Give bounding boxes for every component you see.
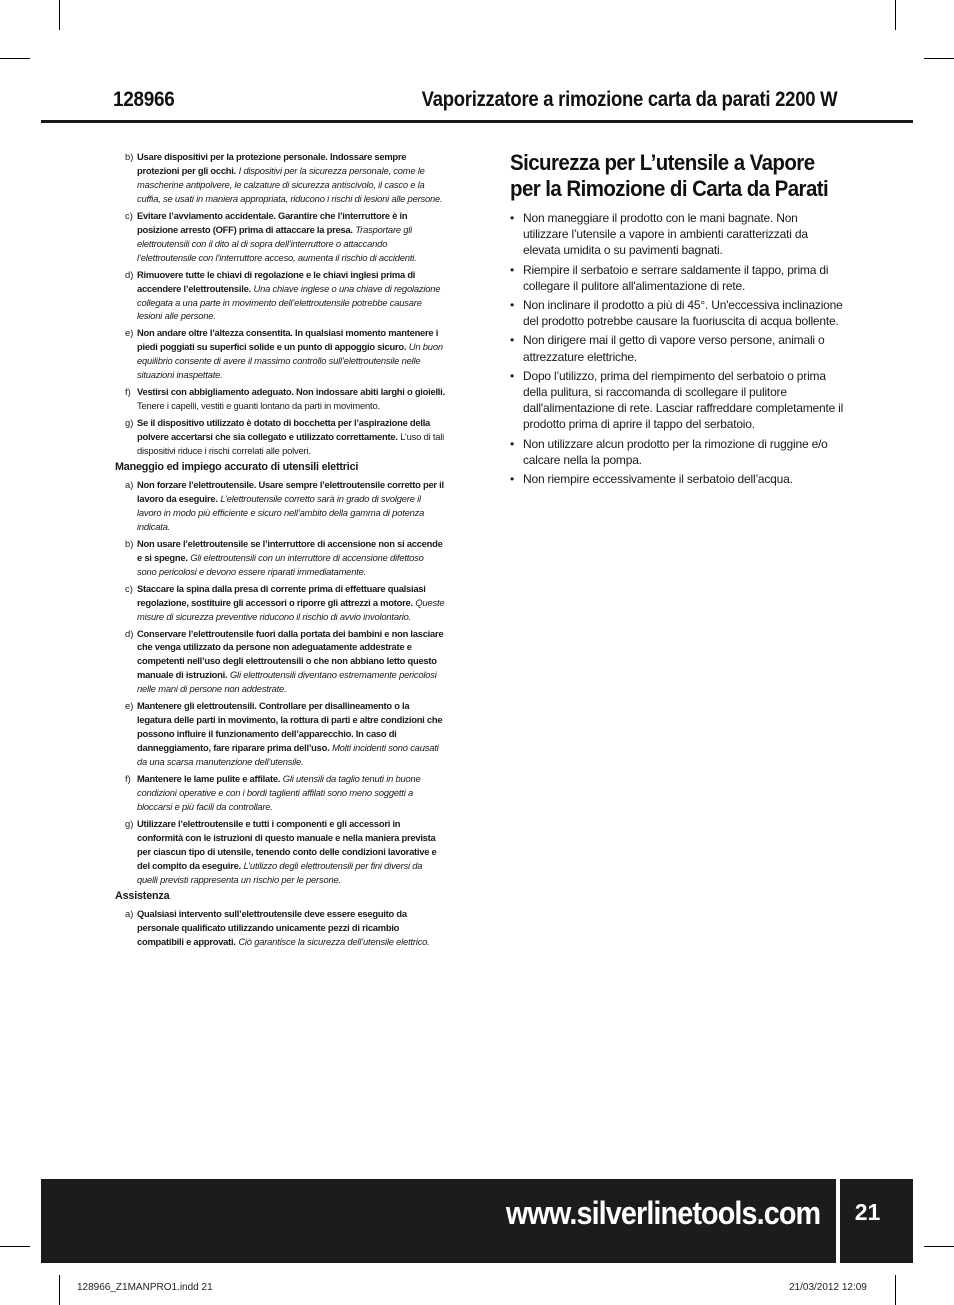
item-letter: f) — [125, 386, 131, 398]
item-instruction: Vestirsi con abbigliamento adeguato. Non indossare abiti larghi o gioielli. — [137, 386, 445, 398]
steam-safety-list — [510, 210, 845, 487]
website-url[interactable]: www.silverlinetools.com — [505, 1195, 820, 1231]
item-instruction: Non andare oltre l’altezza consentita. In qualsiasi momento mantenere i piedi poggiati su superfici solide e un punto di appoggio sicuro. — [137, 327, 439, 353]
safety-list-service — [113, 907, 445, 949]
item-letter: a) — [125, 907, 134, 919]
item-letter: c) — [125, 209, 133, 221]
safety-item — [113, 385, 445, 413]
safety-item — [113, 268, 445, 324]
bullet-item — [510, 332, 845, 364]
bullet-icon: • — [510, 368, 515, 383]
item-instruction: Qualsiasi intervento sull’elettroutensile deve essere eseguito da personale qualificato utilizzando unicamente pezzi di ricambio compatibili e approvati. — [137, 907, 407, 947]
bullet-item — [510, 262, 845, 294]
bullet-item — [510, 297, 845, 329]
bullet-item — [510, 210, 845, 259]
item-explanation: L’uso di tali dispositivi riduce i rischi correlati alle polveri. — [137, 431, 445, 457]
product-code: 128966 — [113, 88, 175, 111]
safety-item — [113, 416, 445, 458]
item-explanation: Molti incidenti sono causati da una scarsa manutenzione dell’utensile. — [137, 742, 439, 768]
item-explanation: Trasportare gli elettroutensili con il dito al di sopra dell’interruttore o attaccando l’elettroutensile con l’interruttore acceso, aumenta il rischio di accidenti. — [137, 223, 417, 263]
bullet-item — [510, 436, 845, 468]
item-instruction: Non forzare l’elettroutensile. Usare sempre l’elettroutensile corretto per il lavoro da eseguire. — [137, 478, 444, 504]
safety-item — [113, 209, 445, 265]
safety-item — [113, 699, 445, 769]
page-number: 21 — [854, 1199, 881, 1225]
item-instruction: Utilizzare l’elettroutensile e tutti i componenti e gli accessori in conformità con le istruzioni di questo manuale e nella maniera prevista per ciascun tipo di utensile, tenendo conto delle condizioni lavorative e del compito da eseguire. — [137, 817, 437, 871]
item-explanation: Un buon equilibrio consente di avere il massimo controllo sull’elettroutensile nelle situazioni inaspettate. — [137, 341, 443, 381]
slug-date: 21/03/2012 12:09 — [789, 1282, 867, 1293]
item-instruction: Rimuovere tutte le chiavi di regolazione e le chiavi inglesi prima di accendere l’elettroutensile. — [137, 268, 416, 294]
safety-item — [113, 582, 445, 624]
bullet-item — [510, 471, 845, 487]
safety-item — [113, 150, 445, 206]
item-instruction: Staccare la spina dalla presa di corrente prima di effettuare qualsiasi regolazione, sostituire gli accessori o riporre gli attrezzi a motore. — [137, 582, 426, 608]
right-column — [510, 150, 845, 490]
safety-list-tool-use — [113, 478, 445, 887]
crop-mark — [895, 0, 896, 30]
item-explanation: Gli elettroutensili diventano estremamente pericolosi nelle mani di persone non addestrate. — [137, 669, 437, 695]
item-letter: b) — [125, 537, 134, 549]
item-instruction: Mantenere le lame pulite e affilate. — [137, 773, 281, 785]
header-rule — [41, 120, 913, 123]
item-explanation: L’elettroutensile corretto sarà in grado di svolgere il lavoro in modo più efficiente e sicuro nell’ambito della gamma di potenza indicata. — [137, 492, 425, 532]
item-letter: g) — [125, 817, 134, 829]
item-explanation: Una chiave inglese o una chiave di regolazione collegata a una parte in movimento dell’elettroutensile potrebbe causare lesioni alle persone. — [137, 282, 441, 322]
section-title-service: Assistenza — [115, 889, 170, 902]
item-explanation: Gli utensili da taglio tenuti in buone condizioni operative e con i bordi taglienti affilati sono meno soggetti a bloccarsi e più facili da controllare. — [137, 773, 421, 812]
safety-item — [113, 907, 445, 949]
bullet-icon: • — [510, 298, 515, 313]
item-explanation: Queste misure di sicurezza preventive riducono il rischio di avvio involontario. — [137, 596, 445, 622]
crop-mark — [924, 58, 954, 59]
item-explanation: L’utilizzo degli elettroutensili per fini diversi da quelli previsti rappresenta un rischio per le persone. — [137, 859, 423, 885]
bullet-text: Dopo l’utilizzo, prima del riempimento del serbatoio o prima della pulitura, si raccomanda di scollegare il pulitore dall'alimentazione di rete. Lasciar raffreddare completamente il prodotto prima di aprire il tappo del serbatoio. — [523, 368, 844, 432]
item-explanation: Tenere i capelli, vestiti e guanti lontano da parti in movimento. — [137, 400, 380, 412]
item-instruction: Non usare l’elettroutensile se l’interruttore di accensione non si accende e si spegne. — [137, 537, 443, 563]
item-instruction: Mantenere gli elettroutensili. Controllare per disallineamento o la legatura delle parti in movimento, la rottura di parti e altre condizioni che possono influire il funzionamento dell’apparecchio. In caso di danneggiamento, fare riparare prima dell’uso. — [137, 700, 443, 754]
bullet-item — [510, 368, 845, 433]
item-letter: c) — [125, 582, 133, 594]
item-letter: d) — [125, 268, 134, 280]
crop-mark — [59, 1275, 60, 1305]
bullet-text: Riempire il serbatoio e serrare saldamente il tappo, prima di collegare il pulitore all'alimentazione di rete. — [523, 262, 829, 293]
bullet-icon: • — [510, 211, 515, 225]
safety-item — [113, 478, 445, 534]
safety-list-personal — [113, 150, 445, 458]
bullet-icon: • — [510, 472, 515, 487]
item-letter: f) — [125, 773, 131, 785]
bullet-text: Non inclinare il prodotto a più di 45°. Un'eccessiva inclinazione del prodotto potrebbe causare la fuoriuscita di acqua bollente. — [523, 298, 843, 329]
safety-item — [113, 772, 445, 814]
crop-mark — [59, 0, 60, 30]
slug-file: 128966_Z1MANPRO1.indd 21 — [77, 1282, 213, 1293]
item-letter: e) — [125, 327, 134, 339]
left-column — [113, 150, 445, 951]
crop-mark — [0, 1246, 30, 1247]
item-instruction: Conservare l’elettroutensile fuori dalla portata dei bambini e non lasciare che venga utilizzato da persone non adeguatamente addestrate e competenti nell’uso degli elettroutensili o che non abbiano letto questo manuale di istruzioni. — [137, 627, 444, 681]
item-letter: b) — [125, 151, 134, 162]
bullet-text: Non dirigere mai il getto di vapore verso persone, animali o attrezzature elettriche. — [523, 333, 825, 364]
page-number-box — [840, 1179, 913, 1263]
section-title-tool-use: Maneggio ed impiego accurato di utensili elettrici — [115, 461, 359, 474]
page-title: Vaporizzatore a rimozione carta da parati 2200 W — [421, 88, 837, 111]
item-letter: e) — [125, 700, 134, 712]
item-instruction: Usare dispositivi per la protezione personale. Indossare sempre protezioni per gli occhi. — [137, 151, 407, 176]
bullet-icon: • — [510, 333, 515, 348]
steam-safety-heading: Sicurezza per L’utensile a Vapore per la Rimozione di Carta da Parati — [510, 150, 829, 201]
item-instruction: Evitare l’avviamento accidentale. Garantire che l’interruttore è in posizione arresto (OFF) prima di attaccare la presa. — [137, 209, 408, 235]
safety-item — [113, 627, 445, 697]
crop-mark — [924, 1246, 954, 1247]
item-explanation: I dispositivi per la sicurezza personale, come le mascherine antipolvere, le calzature di sicurezza antiscivolo, il casco e la cuffia, se usati in maniera appropriata, riducono i rischi di lesioni alle persone. — [137, 164, 443, 204]
item-letter: d) — [125, 627, 134, 639]
item-letter: a) — [125, 478, 134, 490]
safety-item — [113, 537, 445, 579]
page-header — [41, 86, 913, 122]
bullet-text: Non maneggiare il prodotto con le mani bagnate. Non utilizzare l’utensile a vapore in ambienti caratterizzati da elevata umidita o su pavimenti bagnati. — [523, 211, 808, 258]
bullet-icon: • — [510, 436, 515, 451]
bullet-text: Non riempire eccessivamente il serbatoio dell’acqua. — [523, 472, 793, 487]
bullet-icon: • — [510, 262, 515, 277]
item-instruction: Se il dispositivo utilizzato è dotato di bocchetta per l’aspirazione della polvere accertarsi che sia collegato e utilizzato correttamente. — [137, 417, 431, 443]
item-letter: g) — [125, 417, 134, 429]
safety-item — [113, 326, 445, 382]
safety-item — [113, 817, 445, 887]
item-explanation: Ciò garantisce la sicurezza dell’utensile elettrico. — [238, 935, 430, 947]
item-explanation: Gli elettroutensili con un interruttore di accensione difettoso sono pericolosi e devono essere riparati immediatamente. — [137, 551, 424, 577]
crop-mark — [895, 1275, 896, 1305]
bullet-text: Non utilizzare alcun prodotto per la rimozione di ruggine e/o calcare nella la pompa. — [523, 436, 828, 467]
crop-mark — [0, 58, 30, 59]
footer-bar — [41, 1179, 836, 1263]
